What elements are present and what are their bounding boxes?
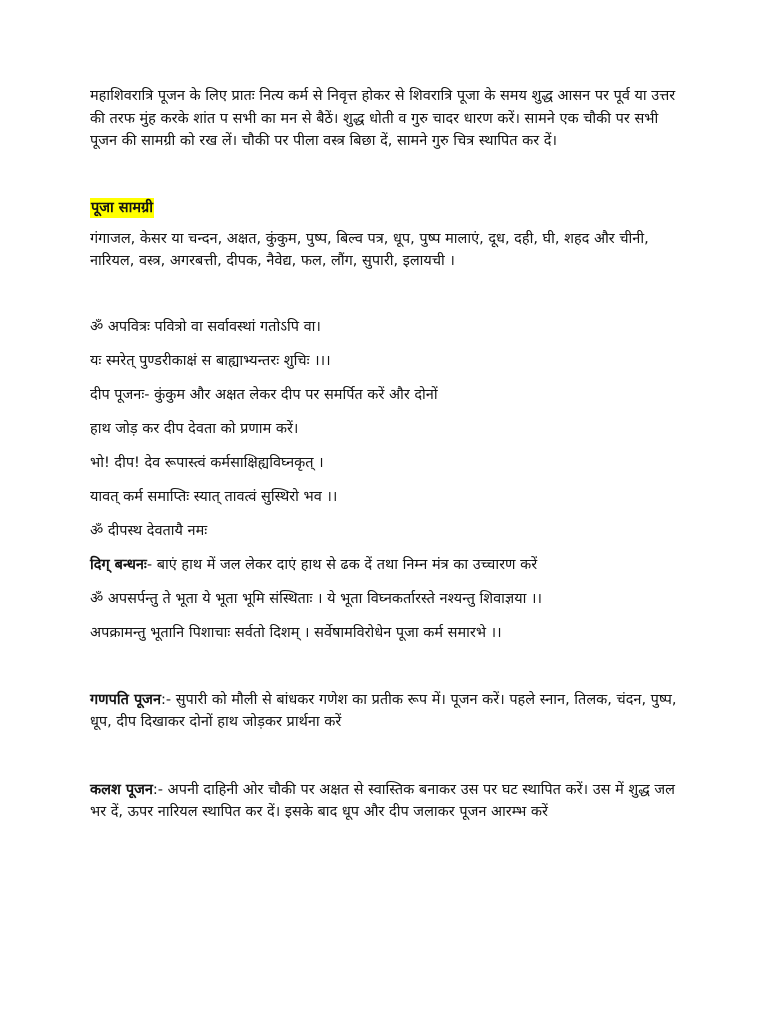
- mantra-line: यावत् कर्म समाप्तिः स्यात् तावत्वं सुस्थिरो भव ।।: [90, 488, 338, 505]
- mantra-line: दीप पूजनः- कुंकुम और अक्षत लेकर दीप पर समर्पित करें और दोनों: [90, 386, 438, 403]
- ganapati-paragraph: [90, 689, 680, 734]
- document-page: [90, 85, 680, 824]
- spacer: [90, 273, 680, 316]
- spacer: [90, 218, 680, 228]
- spacer: [90, 734, 680, 779]
- mantra-line: यः स्मरेत् पुण्डरीकाक्षं स बाह्याभ्यन्तरः शुचिः ।।।: [90, 352, 331, 369]
- mantra-line: ॐ अपसर्पन्तु ते भूता ये भूता भूमि संस्थिताः । ये भूता विघ्नकर्तारस्ते नश्यन्तु शिवाज्ञया ।।: [90, 590, 542, 607]
- kalash-label: कलश पूजन: [90, 781, 153, 798]
- spacer: [90, 153, 680, 197]
- intro-paragraph: महाशिवरात्रि पूजन के लिए प्रातः नित्य कर्म से निवृत्त होकर से शिवरात्रि पूजा के समय शुद्ध आसन पर पूर्व या उत्तर की तरफ मुंह करके शांत प सभी का मन से बैठें। शुद्ध धोती व गुरु चादर धारण करें। सामने एक चौकी पर सभी पूजन की सामग्री को रख लें। चौकी पर पीला वस्त्र बिछा दें, सामने गुरु चित्र स्थापित कर दें।: [90, 88, 676, 149]
- ganapati-text: :- सुपारी को मौली से बांधकर गणेश का प्रतीक रूप में। पूजन करें। पहले स्नान, तिलक, चंदन, पुष्प, धूप, दीप दिखाकर दोनों हाथ जोड़कर प्रार्थना करें: [90, 691, 677, 730]
- spacer: [90, 644, 680, 689]
- digbandhan-text: - बाएं हाथ में जल लेकर दाएं हाथ से ढक दें तथा निम्न मंत्र का उच्चारण करें: [146, 556, 538, 573]
- digbandhan-line: [90, 554, 680, 576]
- mantra-block: [90, 316, 680, 644]
- kalash-text: :- अपनी दाहिनी ओर चौकी पर अक्षत से स्वास्तिक बनाकर उस पर घट स्थापित करें। उस में शुद्ध जल भर दें, ऊपर नारियल स्थापित कर दें। इसके बाद धूप और दीप जलाकर पूजन आरम्भ करें: [90, 781, 675, 820]
- mantra-line: भो! दीप! देव रूपास्त्वं कर्मसाक्षिह्यविघ्नकृत् ।: [90, 454, 324, 471]
- samagri-section: [90, 197, 680, 273]
- digbandhan-label: दिग् बन्धनः: [90, 556, 147, 573]
- mantra-line: ॐ अपवित्रः पवित्रो वा सर्वावस्थां गतोऽपि वा।: [90, 318, 321, 335]
- ganapati-label: गणपति पूजन: [90, 691, 161, 708]
- mantra-line: अपक्रामन्तु भूतानि पिशाचाः सर्वतो दिशम् । सर्वेषामविरोधेन पूजा कर्म समारभे ।।: [90, 624, 502, 641]
- mantra-line: ॐ दीपस्थ देवतायै नमः: [90, 522, 208, 539]
- mantra-line: हाथ जोड़ कर दीप देवता को प्रणाम करें।: [90, 420, 299, 437]
- kalash-paragraph: [90, 779, 680, 824]
- samagri-list: गंगाजल, केसर या चन्दन, अक्षत, कुंकुम, पुष्प, बिल्व पत्र, धूप, पुष्प मालाएं, दूध, दही, घी, शहद और चीनी, नारियल, वस्त्र, अगरबत्ती, दीपक, नैवेद्य, फल, लौंग, सुपारी, इलायची ।: [90, 230, 649, 269]
- samagri-heading: पूजा सामग्री: [91, 199, 153, 216]
